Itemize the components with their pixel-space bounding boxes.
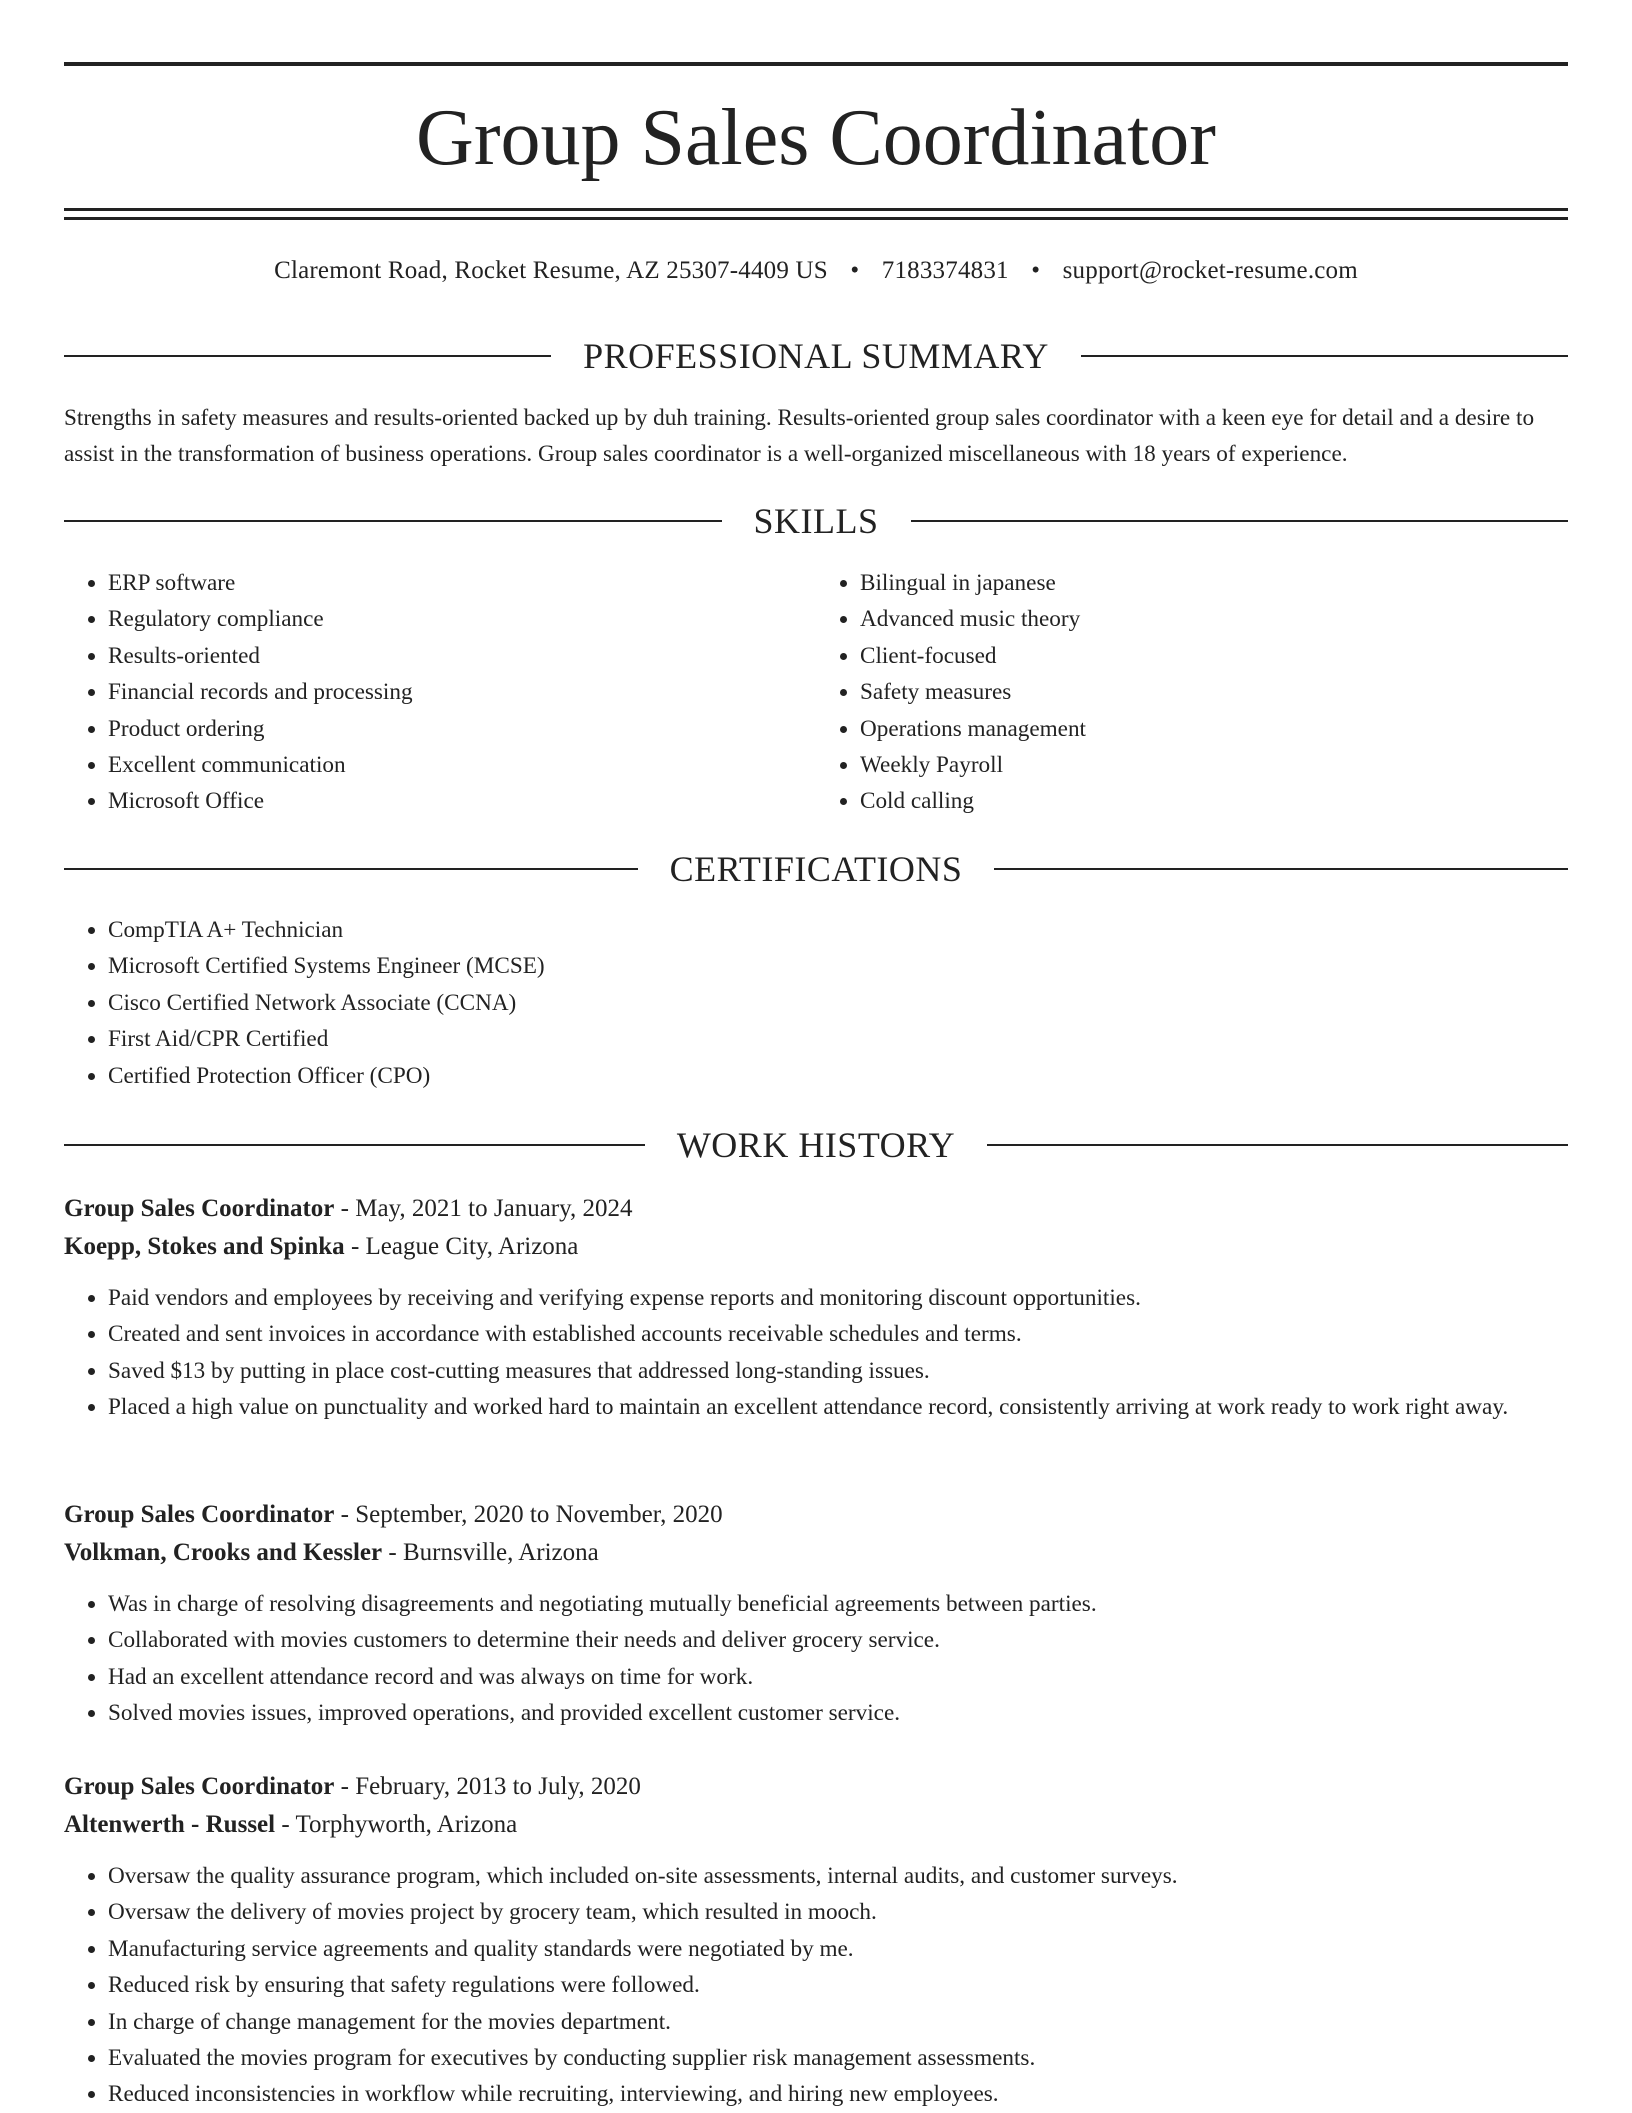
section-title: SKILLS: [753, 501, 879, 541]
list-item: • Manufacturing service agreements and quality standards were negotiated by me.: [108, 1931, 1568, 1967]
contact-address: Claremont Road, Rocket Resume, AZ 25307-4409 US: [274, 257, 828, 284]
contact-email: support@rocket-resume.com: [1062, 257, 1358, 284]
list-item: • Collaborated with movies customers to determine their needs and deliver grocery service.: [108, 1622, 1568, 1658]
list-item: • Evaluated the movies program for executives by conducting supplier risk management assessments.: [108, 2040, 1568, 2076]
job-company: Volkman, Crooks and Kessler: [64, 1539, 383, 1566]
job-bullets: [64, 1280, 1568, 1426]
job-location: - League City, Arizona: [344, 1233, 579, 1260]
list-item: • Cisco Certified Network Associate (CCNA): [108, 985, 1568, 1021]
job-entry: [64, 1190, 1568, 1426]
job-title-line: [64, 1190, 1568, 1228]
certifications-list: [64, 912, 1568, 1094]
heading-rule: [911, 520, 1569, 522]
list-item: • Microsoft Office: [108, 783, 816, 819]
skills-column-right: [816, 565, 1568, 820]
job-company-line: [64, 1228, 1568, 1266]
job-company: Altenwerth - Russel: [64, 1811, 276, 1838]
job-dates: - May, 2021 to January, 2024: [334, 1195, 633, 1222]
heading-rule: [64, 355, 551, 357]
heading-rule: [64, 520, 722, 522]
contact-phone: 7183374831: [881, 257, 1009, 284]
double-rule: [64, 208, 1568, 220]
job-entry: [64, 1768, 1568, 2113]
list-item: • Microsoft Certified Systems Engineer (MCSE): [108, 948, 1568, 984]
section-heading-skills: [64, 499, 1568, 543]
list-item: • Reduced risk by ensuring that safety regulations were followed.: [108, 1967, 1568, 2003]
job-title-line: [64, 1496, 1568, 1534]
section-heading-summary: [64, 334, 1568, 378]
job-company-line: [64, 1534, 1568, 1572]
list-item: • Operations management: [860, 711, 1568, 747]
list-item: • Financial records and processing: [108, 674, 816, 710]
list-item: • Excellent communication: [108, 747, 816, 783]
list-item: • In charge of change management for the movies department.: [108, 2004, 1568, 2040]
contact-separator: •: [850, 257, 860, 284]
skills-column-left: [64, 565, 816, 820]
heading-rule: [64, 868, 638, 870]
job-company: Koepp, Stokes and Spinka: [64, 1233, 345, 1260]
list-item: • Cold calling: [860, 783, 1568, 819]
contact-separator: •: [1031, 257, 1041, 284]
list-item: • Had an excellent attendance record and was always on time for work.: [108, 1659, 1568, 1695]
job-company-line: [64, 1806, 1568, 1844]
job-dates: - February, 2013 to July, 2020: [334, 1773, 641, 1800]
list-item: • CompTIA A+ Technician: [108, 912, 1568, 948]
list-item: • Created and sent invoices in accordance with established accounts receivable schedules and terms.: [108, 1316, 1568, 1352]
summary-text: Strengths in safety measures and results-oriented backed up by duh training. Results-oriented group sales coordinator with a keen eye for detail and a desire to assist in the transformation of business operations. Group sales coordinator is a well-organized miscellaneous with 18 years of experience.: [64, 405, 1535, 467]
list-item: • Bilingual in japanese: [860, 565, 1568, 601]
list-item: • Solved movies issues, improved operations, and provided excellent customer service.: [108, 1695, 1568, 1731]
heading-rule: [64, 1144, 645, 1146]
list-item: • Weekly Payroll: [860, 747, 1568, 783]
section-title: PROFESSIONAL SUMMARY: [583, 336, 1049, 376]
list-item: • First Aid/CPR Certified: [108, 1021, 1568, 1057]
list-item: • Client-focused: [860, 638, 1568, 674]
resume-name: Group Sales Coordinator: [416, 94, 1216, 182]
list-item: • Oversaw the quality assurance program, which included on-site assessments, internal audits, and customer surveys.: [108, 1858, 1568, 1894]
list-item: • Was in charge of resolving disagreements and negotiating mutually beneficial agreements between parties.: [108, 1586, 1568, 1622]
heading-rule: [987, 1144, 1568, 1146]
section-heading-certifications: [64, 847, 1568, 891]
list-item: • Certified Protection Officer (CPO): [108, 1058, 1568, 1094]
list-item: • Placed a high value on punctuality and worked hard to maintain an excellent attendance record, consistently arriving at work ready to work right away.: [108, 1389, 1568, 1425]
list-item: • Saved $13 by putting in place cost-cutting measures that addressed long-standing issues.: [108, 1353, 1568, 1389]
section-title: CERTIFICATIONS: [669, 849, 963, 889]
list-item: • Oversaw the delivery of movies project by grocery team, which resulted in mooch.: [108, 1894, 1568, 1930]
list-item: • Advanced music theory: [860, 601, 1568, 637]
job-title-line: [64, 1768, 1568, 1806]
heading-rule: [994, 868, 1568, 870]
section-heading-work-history: [64, 1123, 1568, 1167]
job-bullets: [64, 1858, 1568, 2113]
top-rule: [64, 62, 1568, 66]
list-item: • Reduced inconsistencies in workflow while recruiting, interviewing, and hiring new employees.: [108, 2076, 1568, 2112]
job-entry: [64, 1496, 1568, 1732]
list-item: • Paid vendors and employees by receiving and verifying expense reports and monitoring discount opportunities.: [108, 1280, 1568, 1316]
job-role: Group Sales Coordinator: [64, 1773, 335, 1800]
job-location: - Torphyworth, Arizona: [275, 1811, 518, 1838]
job-role: Group Sales Coordinator: [64, 1501, 335, 1528]
job-role: Group Sales Coordinator: [64, 1195, 335, 1222]
contact-line: [64, 254, 1568, 288]
job-location: - Burnsville, Arizona: [382, 1539, 599, 1566]
list-item: • Regulatory compliance: [108, 601, 816, 637]
job-bullets: [64, 1586, 1568, 1732]
section-title: WORK HISTORY: [676, 1125, 956, 1165]
list-item: • ERP software: [108, 565, 816, 601]
list-item: • Results-oriented: [108, 638, 816, 674]
skills-list: [64, 565, 1568, 820]
list-item: • Product ordering: [108, 711, 816, 747]
list-item: • Safety measures: [860, 674, 1568, 710]
job-dates: - September, 2020 to November, 2020: [334, 1501, 723, 1528]
heading-rule: [1081, 355, 1568, 357]
